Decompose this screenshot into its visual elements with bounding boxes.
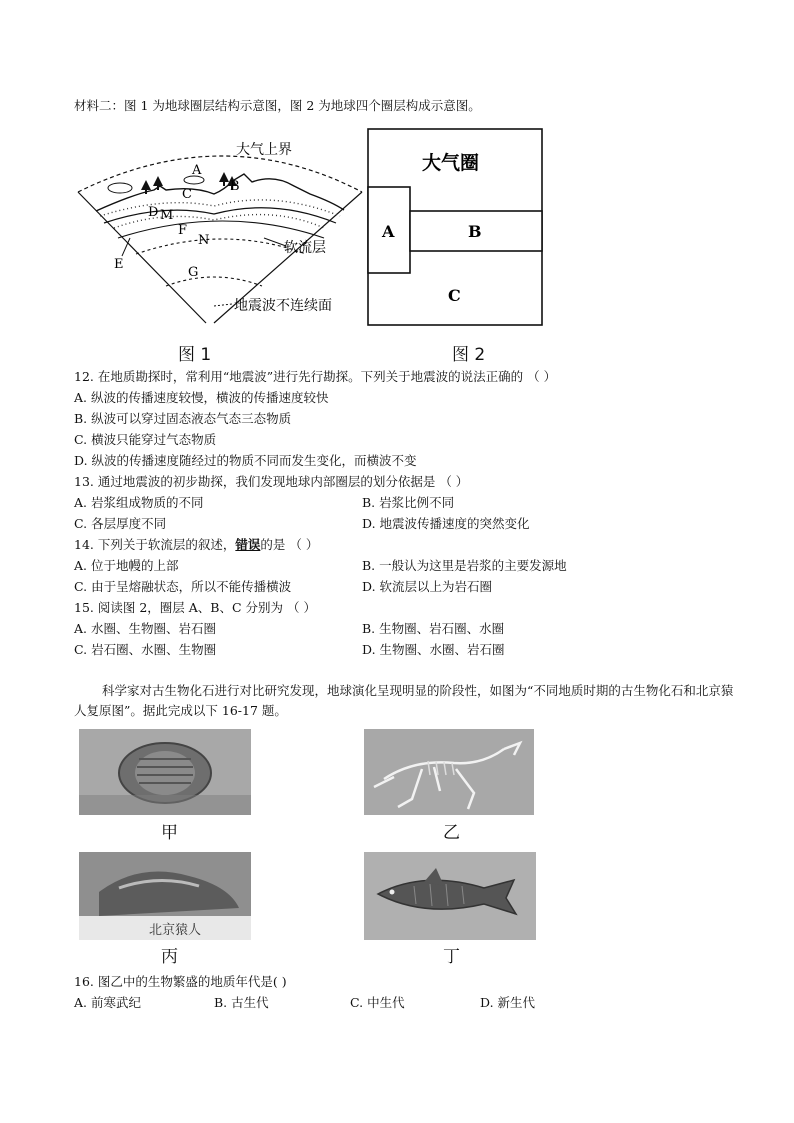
label-g: G xyxy=(188,265,199,280)
q14-option-a: A. 位于地幔的上部 xyxy=(74,558,179,573)
label-upper-atmosphere: 大气上界 xyxy=(236,142,292,158)
label-box-b: B xyxy=(468,222,482,241)
label-c: C xyxy=(182,187,192,202)
q14-stem-pre: 14. 下列关于软流层的叙述， xyxy=(74,537,236,552)
label-e: E xyxy=(114,257,124,272)
bing-photo-caption: 北京猿人 xyxy=(149,923,202,938)
fossil-label-jia: 甲 xyxy=(161,823,178,843)
q16-option-d: D. 新生代 xyxy=(480,995,536,1010)
label-discontinuity: 地震波不连续面 xyxy=(234,298,332,314)
q14-option-d: D. 软流层以上为岩石圈 xyxy=(362,579,493,594)
label-box-c: C xyxy=(448,286,461,305)
q16-option-a: A. 前寒武纪 xyxy=(74,995,141,1010)
discontinuity-line xyxy=(166,277,262,286)
fossil-photo-ding xyxy=(364,852,536,940)
figure-1-caption: 图 1 xyxy=(178,345,212,365)
q15-stem: 15. 阅读图 2，圈层 A、B、C 分别为 （ ） xyxy=(74,600,316,615)
q15-option-c: C. 岩石圈、水圈、生物圈 xyxy=(74,642,217,657)
label-b: B xyxy=(230,179,240,194)
fossil-photo-jia xyxy=(79,729,251,815)
label-n: N xyxy=(198,233,210,248)
q13-option-d: D. 地震波传播速度的突然变化 xyxy=(362,516,530,531)
label-m: M xyxy=(160,208,174,223)
earth-surface-line xyxy=(96,174,344,211)
q16-option-b: B. 古生代 xyxy=(214,995,269,1010)
q15-option-d: D. 生物圈、水圈、岩石圈 xyxy=(362,642,505,657)
label-asthenosphere: 软流层 xyxy=(284,240,326,256)
intro-text: 材料二：图 1 为地球圈层结构示意图，图 2 为地球四个圈层构成示意图。 xyxy=(74,98,481,113)
q13-stem: 13. 通过地震波的初步勘探，我们发现地球内部圈层的划分依据是 （ ） xyxy=(74,474,469,489)
q14-stem-post: 的是 （ ） xyxy=(260,537,319,552)
q12-option-b: B. 纵波可以穿过固态液态气态三态物质 xyxy=(74,411,292,426)
label-atmosphere: 大气圈 xyxy=(422,152,480,174)
q15-option-a: A. 水圈、生物圈、岩石圈 xyxy=(74,621,216,636)
figure-2-caption: 图 2 xyxy=(452,345,486,365)
q13-option-c: C. 各层厚度不同 xyxy=(74,516,167,531)
asthenosphere-pointer xyxy=(264,238,286,246)
q13-option-b: B. 岩浆比例不同 xyxy=(362,495,455,510)
q12-stem: 12. 在地质勘探时，常利用“地震波”进行先行勘探。下列关于地震波的说法正确的 （ ） xyxy=(74,369,557,384)
crust-dots-1 xyxy=(100,200,340,216)
sector-left-edge xyxy=(78,192,206,323)
fossil-photo-yi xyxy=(364,729,534,815)
q12-option-c: C. 横波只能穿过气态物质 xyxy=(74,432,217,447)
q13-option-a: A. 岩浆组成物质的不同 xyxy=(74,495,204,510)
fossil-label-bing: 丙 xyxy=(161,947,178,967)
q16-stem: 16. 图乙中的生物繁盛的地质年代是( ) xyxy=(74,974,287,989)
q12-option-a: A. 纵波的传播速度较慢，横波的传播速度较快 xyxy=(74,390,329,405)
q14-option-b: B. 一般认为这里是岩浆的主要发源地 xyxy=(362,558,567,573)
q16-option-c: C. 中生代 xyxy=(350,995,405,1010)
q14-option-c: C. 由于呈熔融状态，所以不能传播横波 xyxy=(74,579,292,594)
fossil-label-ding: 丁 xyxy=(443,947,460,967)
lithosphere-bottom-line xyxy=(118,221,324,238)
q12-option-d: D. 纵波的传播速度随经过的物质不同而发生变化，而横波不变 xyxy=(74,453,417,468)
fossil-photo-bing xyxy=(79,852,251,940)
label-d: D xyxy=(148,205,159,220)
asthenosphere-line xyxy=(136,239,306,254)
fossil-label-yi: 乙 xyxy=(443,823,460,843)
q15-option-b: B. 生物圈、岩石圈、水圈 xyxy=(362,621,505,636)
q14-stem xyxy=(74,536,318,554)
label-box-a: A xyxy=(382,222,395,241)
cloud-icon xyxy=(108,183,132,193)
figure-1-diagram xyxy=(74,128,364,364)
discontinuity-pointer xyxy=(214,304,232,306)
passage-text: 科学家对古生物化石进行对比研究发现，地球演化呈现明显的阶段性，如图为“不同地质时期的古生物化石和北京猿人复原图”。据此完成以下 16-17 题。 xyxy=(74,683,734,718)
q14-stem-emphasis: 错误 xyxy=(235,537,261,552)
label-f: F xyxy=(178,223,188,238)
label-a: A xyxy=(192,163,202,178)
figure-2-diagram xyxy=(366,127,546,327)
